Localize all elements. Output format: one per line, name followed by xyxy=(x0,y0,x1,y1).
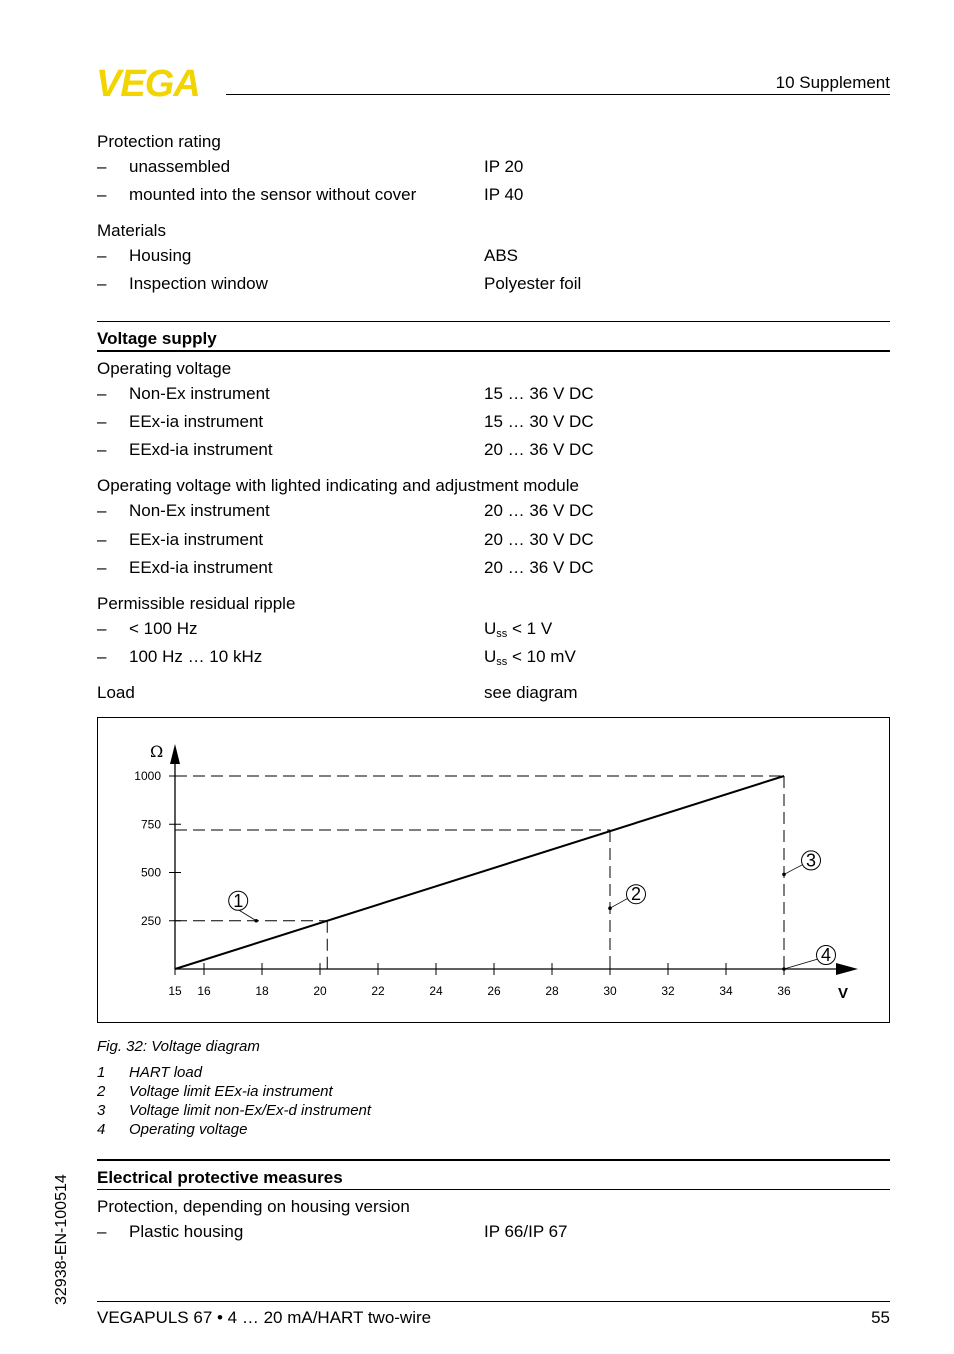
callout-leader xyxy=(784,864,803,874)
y-tick-label: 500 xyxy=(140,865,161,880)
x-tick-label: 30 xyxy=(603,984,617,998)
callout-dot xyxy=(608,906,612,910)
figure-caption: Fig. 32: Voltage diagram xyxy=(97,1038,260,1055)
callout-leader xyxy=(784,959,818,969)
spec-value: IP 40 xyxy=(484,185,524,204)
dash: – xyxy=(97,440,107,459)
x-tick-label: 34 xyxy=(719,984,733,998)
callout-leader xyxy=(610,898,628,908)
electrical-title: Protection, depending on housing version xyxy=(97,1197,410,1216)
dash: – xyxy=(97,412,107,431)
spec-label: mounted into the sensor without cover xyxy=(129,185,417,204)
spec-label: 100 Hz … 10 kHz xyxy=(129,647,263,666)
dash: – xyxy=(97,384,107,403)
voltage-diagram xyxy=(97,717,890,1023)
dash: – xyxy=(97,501,107,520)
protection-rating-title: Protection rating xyxy=(97,132,221,151)
dash: – xyxy=(97,246,107,265)
section-rule-top xyxy=(97,1159,890,1161)
spec-label: Housing xyxy=(129,246,192,265)
dash: – xyxy=(97,619,107,638)
x-tick-label: 22 xyxy=(371,984,385,998)
spec-value: 20 … 30 V DC xyxy=(484,530,594,549)
dash: – xyxy=(97,530,107,549)
dash: – xyxy=(97,185,107,204)
voltage-diagram-svg xyxy=(98,718,889,1022)
spec-value: 15 … 30 V DC xyxy=(484,412,594,431)
dash: – xyxy=(97,558,107,577)
x-tick-label: 28 xyxy=(545,984,559,998)
spec-label: Inspection window xyxy=(129,274,268,293)
spec-label: < 100 Hz xyxy=(129,619,198,638)
y-axis-arrow xyxy=(170,744,180,764)
callout-number: 4 xyxy=(820,945,832,965)
callout-number: 1 xyxy=(233,890,244,911)
load-label: Load xyxy=(97,683,135,702)
x-tick-label: 15 xyxy=(168,984,182,998)
legend-text: Voltage limit non-Ex/Ex-d instrument xyxy=(129,1102,372,1119)
y-tick-label: 750 xyxy=(140,817,161,832)
spec-label: EExd-ia instrument xyxy=(129,440,273,459)
y-tick-label: 250 xyxy=(140,913,161,928)
dash: – xyxy=(97,647,107,666)
spec-value: 20 … 36 V DC xyxy=(484,558,594,577)
spec-label: Plastic housing xyxy=(129,1222,244,1241)
legend-num: 2 xyxy=(97,1083,106,1100)
x-tick-label: 16 xyxy=(197,984,211,998)
x-tick-label: 36 xyxy=(777,984,791,998)
operating-voltage-lighted-title: Operating voltage with lighted indicating and adjustment module xyxy=(97,476,579,495)
voltage-supply-heading: Voltage supply xyxy=(97,329,217,348)
callout-dot xyxy=(254,919,258,923)
spec-value: Polyester foil xyxy=(484,274,582,293)
page-number: 55 xyxy=(871,1308,890,1327)
dash: – xyxy=(97,157,107,176)
x-tick-label: 20 xyxy=(313,984,327,998)
ripple-title: Permissible residual ripple xyxy=(97,594,296,613)
legend-text: Operating voltage xyxy=(129,1121,248,1138)
callout-number: 2 xyxy=(630,884,642,905)
dash: – xyxy=(97,1222,107,1241)
legend-num: 4 xyxy=(97,1121,106,1138)
spec-value: ABS xyxy=(484,246,519,265)
spec-value: IP 20 xyxy=(484,157,524,176)
load-value: see diagram xyxy=(484,683,578,702)
callout-number: 3 xyxy=(805,850,817,871)
vega-logo xyxy=(96,66,220,98)
spec-label: EEx-ia instrument xyxy=(129,412,264,431)
legend-num: 1 xyxy=(97,1064,106,1081)
spec-label: unassembled xyxy=(129,157,231,176)
x-tick-label: 18 xyxy=(255,984,269,998)
x-tick-label: 32 xyxy=(661,984,675,998)
spec-label: Non-Ex instrument xyxy=(129,501,270,520)
section-rule-bottom xyxy=(97,1189,890,1190)
document-code: 32938-EN-100514 xyxy=(53,1174,70,1305)
x-axis-label: V xyxy=(838,985,849,1002)
legend-text: Voltage limit EEx-ia instrument xyxy=(129,1083,333,1100)
spec-value: $U_{ss} < 1$ V xyxy=(484,619,553,640)
legend-num: 3 xyxy=(97,1102,106,1119)
footer-product: VEGAPULS 67 • 4 … 20 mA/HART two-wire xyxy=(97,1308,432,1327)
svg-text:VEGA: VEGA xyxy=(96,66,200,98)
operating-voltage-title: Operating voltage xyxy=(97,359,232,378)
spec-value: 20 … 36 V DC xyxy=(484,501,594,520)
section-rule-top xyxy=(97,321,890,322)
x-axis-arrow xyxy=(836,963,858,975)
x-tick-label: 24 xyxy=(429,984,443,998)
spec-label: EExd-ia instrument xyxy=(129,558,273,577)
spec-value: IP 66/IP 67 xyxy=(484,1222,568,1241)
spec-value: 20 … 36 V DC xyxy=(484,440,594,459)
spec-value: $U_{ss} < 10$ mV xyxy=(484,647,576,668)
footer-rule xyxy=(97,1301,890,1302)
y-tick-label: 1000 xyxy=(134,769,161,783)
spec-label: EEx-ia instrument xyxy=(129,530,264,549)
dash: – xyxy=(97,274,107,293)
x-tick-label: 26 xyxy=(487,984,501,998)
electrical-heading: Electrical protective measures xyxy=(97,1168,343,1187)
section-rule-bottom xyxy=(97,350,890,352)
spec-label: Non-Ex instrument xyxy=(129,384,270,403)
legend-text: HART load xyxy=(129,1064,203,1081)
header-rule xyxy=(226,94,890,95)
spec-value: 15 … 36 V DC xyxy=(484,384,594,403)
materials-title: Materials xyxy=(97,221,166,240)
load-line xyxy=(175,776,784,969)
y-axis-label: Ω xyxy=(150,742,164,761)
section-title: 10 Supplement xyxy=(775,73,890,92)
